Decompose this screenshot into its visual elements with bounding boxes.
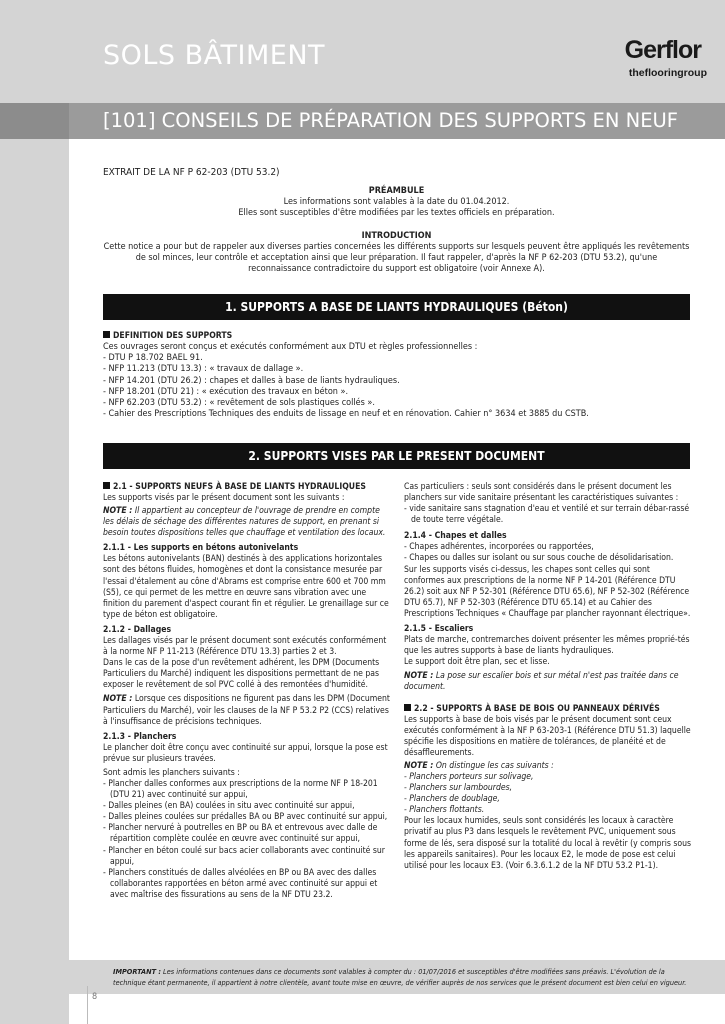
- note-list-item: - Planchers de doublage,: [404, 794, 500, 805]
- logo-main: Gerflor: [624, 36, 701, 64]
- extrait-label: EXTRAIT DE LA NF P 62-203 (DTU 53.2): [103, 167, 280, 178]
- section-1-body: [103, 331, 690, 420]
- list-item: - Dalles pleines coulées sur prédalles BA ou BP avec continuité sur appui,: [103, 812, 388, 823]
- paragraph: Les dallages visés par le présent document sont exécutés conformément à la norme NF P 11-213 (Référence DTU 13.3) parties 2 et 3.: [103, 635, 387, 658]
- list-item: - Plancher en béton coulé sur bacs acier collaborants avec continuité sur appui,: [103, 845, 385, 867]
- heading-2-1-text: 2.1 - SUPPORTS NEUFS À BASE DE LIANTS HYDRAULIQUES: [113, 482, 366, 492]
- note-label: NOTE :: [103, 694, 133, 705]
- definition-heading: [103, 331, 690, 342]
- note-text: Lorsque ces dispositions ne figurent pas dans les DPM (Document Particuliers du Marché), voir les clauses de la NF P 53.2 P2 (CCS) relatives à l'insuffisance de précisions techniques.: [103, 694, 390, 727]
- paragraph: Plats de marche, contremarches doivent présenter les mêmes proprié-tés que les autres supports à base de liants hydrauliques.: [404, 635, 690, 657]
- heading-2-1-4: 2.1.4 - Chapes et dalles: [404, 531, 507, 542]
- paragraph: Pour les locaux humides, seuls sont considérés les locaux à caractère privatif au plus P3 dans lesquels le revêtement PVC, uniquement sous forme de lés, sera disposé sur la totalité du local à revêtir (y compris sous les appareils sanitaires). Pour les locaux E2, le mode de pose est celui utilisé pour les locaux E3. (Voir 6.3.6.1.2 de la NF DTU 53.2 P1-1).: [404, 816, 692, 871]
- definition-line: - NFP 11.213 (DTU 13.3) : « travaux de dallage ».: [103, 364, 304, 375]
- definition-line: - NFP 62.203 (DTU 53.2) : « revêtement de sols plastiques collés ».: [103, 398, 375, 409]
- section-2-right-column: [404, 482, 692, 872]
- paragraph: Sont admis les planchers suivants :: [103, 767, 240, 778]
- list-item: - Plancher dalles conformes aux prescriptions de la norme NF P 18-201 (DTU 21) avec continuité sur appui,: [103, 778, 378, 801]
- important-text: Les informations contenues dans ce documents sont valables à compter du : 01/07/2016 et susceptibles d'être modifiées sans préavis. L'évolution de la technique étant permanente, il appartient à notre clientèle, avant toute mise en œuvre, de vérifier auprès de nos services que le présent document est bien celui en vigueur.: [113, 967, 687, 987]
- note-label: NOTE :: [404, 671, 434, 682]
- heading-2-2: [404, 704, 692, 715]
- list-item: - Plancher nervuré à poutrelles en BP ou BA et entrevous avec dalle de répartition complète coulée en œuvre avec continuité sur appui,: [103, 823, 378, 845]
- footer-important: [113, 966, 693, 988]
- document-title: [101] CONSEILS DE PRÉPARATION DES SUPPORTS EN NEUF: [103, 109, 679, 132]
- list-item: - Chapes adhérentes, incorporées ou rapportées,: [404, 542, 594, 553]
- heading-2-1-3: 2.1.3 - Planchers: [103, 731, 177, 742]
- gerflor-logo: [594, 36, 709, 82]
- definition-title: DEFINITION DES SUPPORTS: [113, 331, 233, 341]
- definition-line: - NFP 14.201 (DTU 26.2) : chapes et dalles à base de liants hydrauliques.: [103, 375, 400, 386]
- list-item: - Planchers constitués de dalles alvéolées en BP ou BA avec des dalles collaborantes rapportées en béton armé avec continuité sur appui et avec maîtrise des fissurations au sens de la NF DTU 23.2.: [103, 867, 378, 900]
- note-text: La pose sur escalier bois et sur métal n'est pas traitée dans ce document.: [404, 671, 679, 693]
- paragraph: Cas particuliers : seuls sont considérés dans le présent document les planchers sur vide sanitaire présentant les caractéristiques suivantes :: [404, 482, 679, 504]
- heading-2-2-text: 2.2 - SUPPORTS À BASE DE BOIS OU PANNEAUX DÉRIVÉS: [414, 703, 660, 714]
- note: [103, 694, 391, 727]
- paragraph: Le plancher doit être conçu avec continuité sur appui, lorsque la pose est prévue sur plusieurs travées.: [103, 742, 388, 764]
- note-text: On distingue les cas suivants :: [433, 760, 554, 771]
- note-list-item: - Planchers sur lambourdes,: [404, 783, 513, 794]
- preambule-title: PRÉAMBULE: [368, 186, 425, 196]
- page-number: 8: [92, 992, 98, 1002]
- introduction-text: Cette notice a pour but de rappeler aux diverses parties concernées les différents supports sur lesquels peuvent être appliqués les revêtements de sol minces, leur contrôle et acceptation ainsi que leur préparation. Il faut rappeler, d'après la NF P 62-203 (DTU 53.2), qu'une reconnaissance contradictoire du support est obligatoire (voir Annexe A).: [103, 241, 690, 275]
- list-item: - vide sanitaire sans stagnation d'eau et ventilé et sur terrain débar-rassé de toute terre végétale.: [404, 504, 690, 526]
- note-label: NOTE :: [404, 760, 434, 771]
- note: [404, 761, 692, 772]
- left-strip-dark: [0, 103, 69, 139]
- paragraph: Les supports visés par le présent document sont les suivants :: [103, 493, 345, 503]
- note-list-item: - Planchers flottants.: [404, 805, 485, 816]
- left-strip: [0, 0, 69, 1024]
- paragraph: Dans le cas de la pose d'un revêtement adhérent, les DPM (Documents Particuliers du Marché) indiquent les dispositions permettant de ne pas exposer le revêtement de sol PVC collé à des remontées d'humidité.: [103, 658, 380, 691]
- note: [103, 506, 391, 539]
- intro-block: [103, 186, 690, 275]
- section-1-header: 1. SUPPORTS A BASE DE LIANTS HYDRAULIQUES (Béton): [103, 294, 690, 320]
- page-title: SOLS BÂTIMENT: [103, 40, 326, 71]
- introduction-title: INTRODUCTION: [361, 230, 432, 241]
- square-bullet-icon: [103, 482, 110, 489]
- paragraph: Le support doit être plan, sec et lisse.: [404, 657, 550, 668]
- heading-2-1-1: 2.1.1 - Les supports en bétons autonivelants: [103, 543, 299, 554]
- preambule-line-2: Elles sont susceptibles d'être modifiées par les textes officiels en préparation.: [238, 208, 555, 219]
- preambule-line-1: Les informations sont valables à la date du 01.04.2012.: [283, 197, 510, 208]
- logo-sub: theflooringroup: [628, 67, 707, 79]
- square-bullet-icon: [404, 704, 411, 711]
- note-label: NOTE :: [103, 506, 133, 517]
- note-list-item: - Planchers porteurs sur solivage,: [404, 771, 534, 782]
- definition-line: - DTU P 18.702 BAEL 91.: [103, 353, 203, 364]
- definition-line: - NFP 18.201 (DTU 21) : « exécution des travaux en béton ».: [103, 386, 349, 397]
- definition-line: Ces ouvrages seront conçus et exécutés conformément aux DTU et règles professionnelles :: [103, 342, 478, 352]
- heading-2-1-2: 2.1.2 - Dallages: [103, 624, 172, 635]
- section-2-left-column: [103, 482, 391, 901]
- paragraph: Sur les supports visés ci-dessus, les chapes sont celles qui sont conformes aux prescriptions de la norme NF P 14-201 (Référence DTU 26.2) soit aux NF P 52-301 (Référence DTU 65.6), NF P 52-302 (Référence DTU 65.7), NF P 52-303 (Référence DTU 65.14) et au Cahier des Prescriptions Techniques « Chauffage par plancher rayonnant électrique».: [404, 564, 691, 619]
- note-text: Il appartient au concepteur de l'ouvrage de prendre en compte les délais de séchage des différentes natures de support, en prenant si besoin toutes dispositions telles que chauffage et ventilation des locaux.: [103, 506, 386, 539]
- important-label: IMPORTANT :: [113, 967, 161, 976]
- section-2-header: 2. SUPPORTS VISES PAR LE PRESENT DOCUMENT: [103, 443, 690, 469]
- note: [404, 671, 692, 693]
- list-item: - Dalles pleines (en BA) coulées in situ avec continuité sur appui,: [103, 801, 355, 812]
- heading-2-1: [103, 482, 391, 493]
- square-bullet-icon: [103, 331, 110, 338]
- list-item: - Chapes ou dalles sur isolant ou sur sous couche de désolidarisation.: [404, 553, 674, 564]
- heading-2-1-5: 2.1.5 - Escaliers: [404, 624, 474, 635]
- paragraph: Les supports à base de bois visés par le présent document sont ceux exécutés conformément à la NF P 63-203-1 (Référence DTU 51.3) laquelle spécifie les dispositions en matière de tolérances, de planéité et de désaffleurements.: [404, 714, 691, 758]
- paragraph: Les bétons autonivelants (BAN) destinés à des applications horizontales sont des bétons fluides, homogènes et dont la consistance mesurée par l'essai d'étalement au cône d'Abrams est comprise entre 600 et 700 mm (S5), ce qui permet de les mettre en œuvre sans vibration avec une finition du parement d'aspect courant fin et régulier. Le grenaillage sur ce type de béton est obligatoire.: [103, 554, 389, 620]
- page-divider: [87, 986, 88, 1024]
- definition-line: - Cahier des Prescriptions Techniques des enduits de lissage en neuf et en rénovation. Cahier n° 3634 et 3885 du CSTB.: [103, 409, 589, 420]
